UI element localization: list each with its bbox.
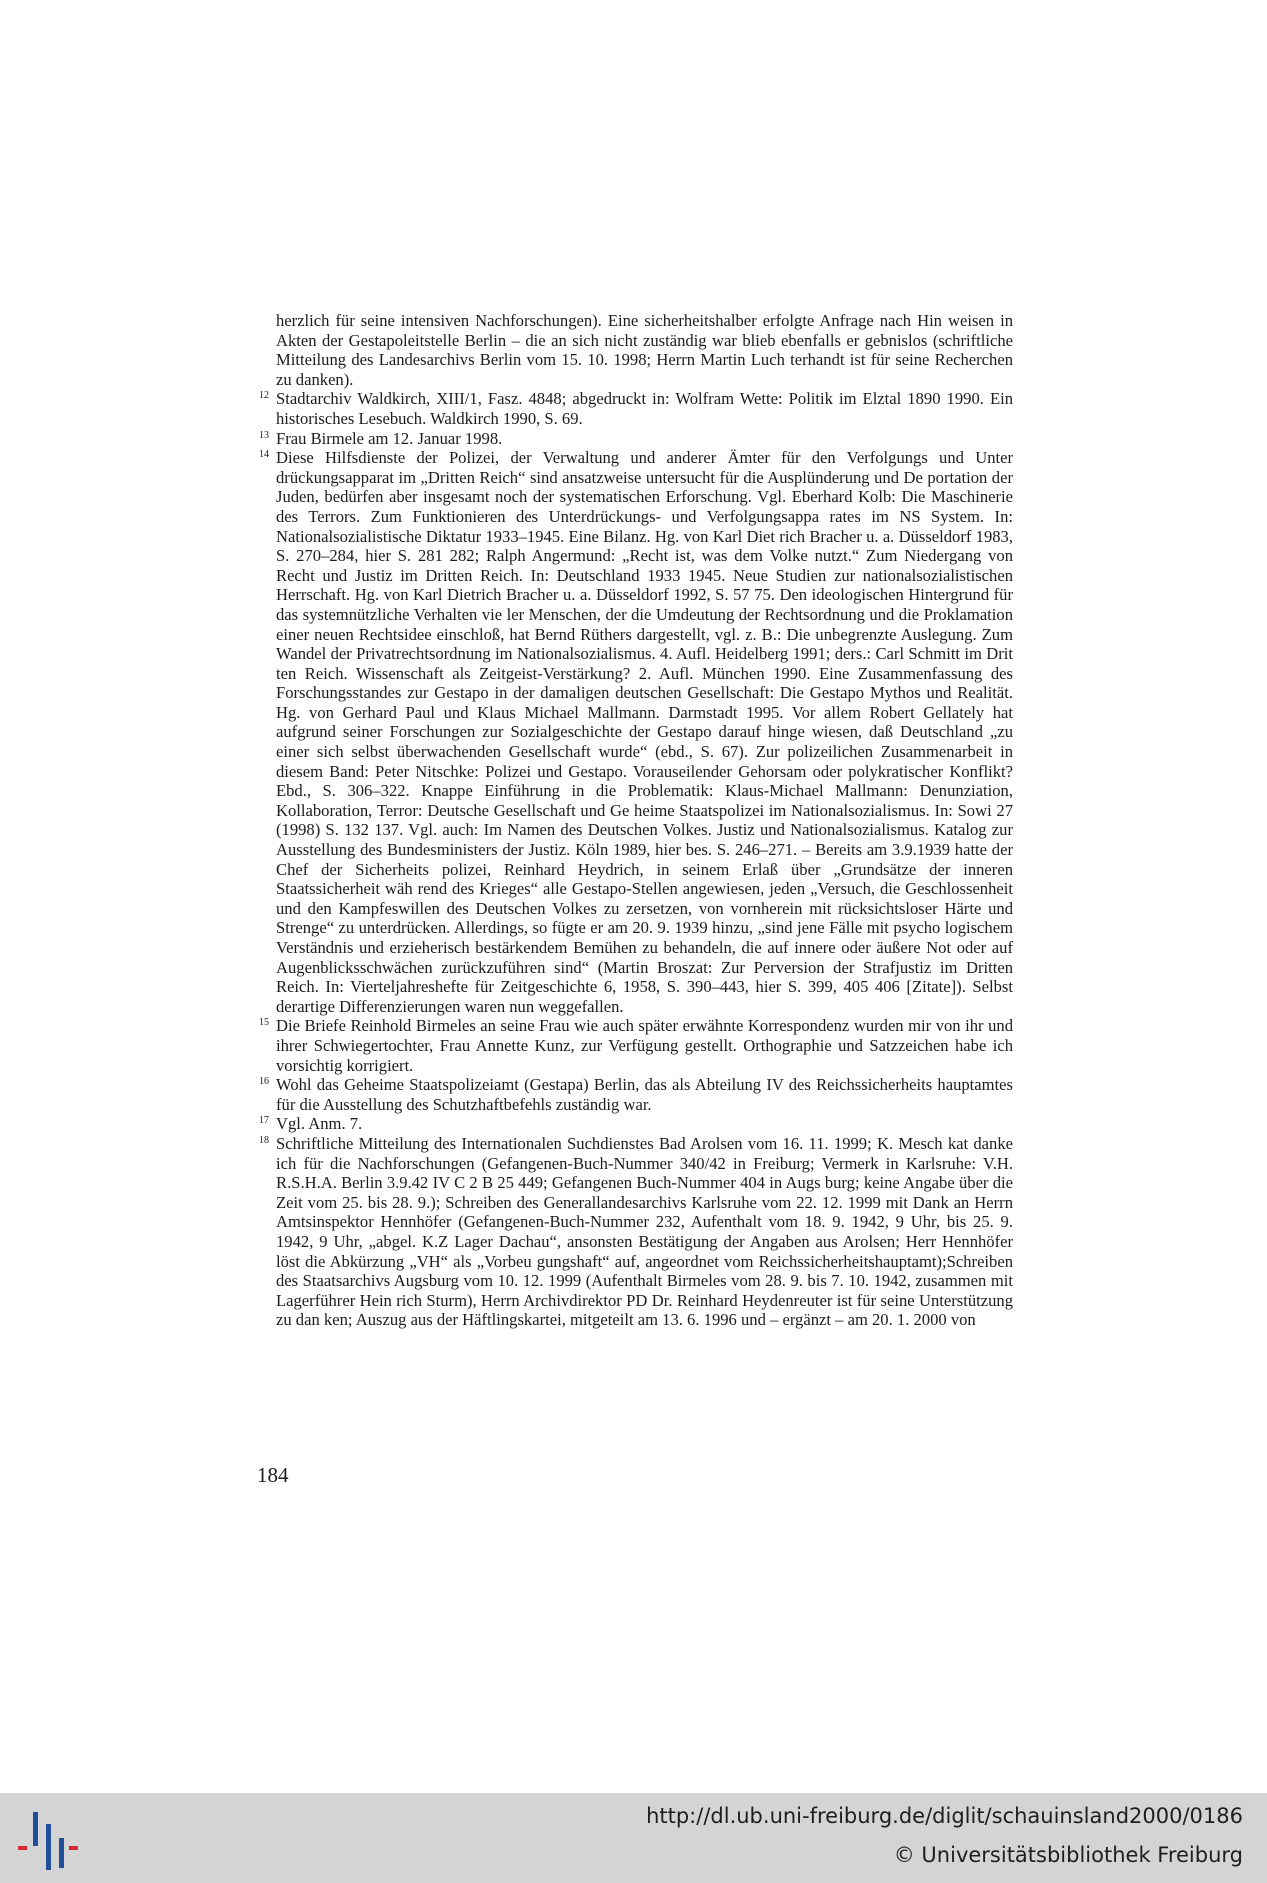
footnotes-block [259, 311, 1013, 1330]
footnote-14 [259, 448, 1013, 1016]
footnote-16 [259, 1075, 1013, 1114]
footnote-17 [259, 1114, 1013, 1134]
permalink-link[interactable]: http://dl.ub.uni-freiburg.de/diglit/schauinsland2000/0186 [646, 1804, 1243, 1828]
footnote-continuation: herzlich für seine intensiven Nachforschungen). Eine sicherheitshalber erfolgte Anfrage nach Hin weisen in Akten der Gestapoleitstelle Berlin – die an sich nicht zuständig war blieb ebenfalls er gebnislos (schriftliche Mitteilung des Landesarchivs Berlin vom 15. 10. 1998; Herrn Martin Luch terhandt ist für seine Recherchen zu danken). [276, 311, 1013, 389]
footnote-text: Schriftliche Mitteilung des Internationalen Suchdienstes Bad Arolsen vom 16. 11. 1999; K. Mesch kat danke ich für die Nachforschungen (Gefangenen-Buch-Nummer 340/42 in Freiburg; Vermerk in Karlsruhe: V.H. R.S.H.A. Berlin 3.9.42 IV C 2 B 25 449; Gefangenen Buch-Nummer 404 in Augs burg; keine Angabe über die Zeit vom 25. bis 28. 9.); Schreiben des Generallandesarchivs Karlsruhe vom 22. 12. 1999 mit Dank an Herrn Amtsinspektor Hennhöfer (Gefangenen-Buch-Nummer 232, Aufenthalt vom 18. 9. 1942, 9 Uhr, bis 25. 9. 1942, 9 Uhr, „abgel. K.Z Lager Dachau“, ansonsten Bestätigung der Angaben aus Arolsen; Herr Hennhöfer löst die Abkürzung „VH“ als „Vorbeu gungshaft“ auf, angeordnet vom Reichssicherheitshauptamt);Schreiben des Staatsarchivs Augsburg vom 10. 12. 1999 (Aufenthalt Birmeles vom 28. 9. bis 7. 10. 1942, zusammen mit Lagerführer Hein rich Sturm), Herrn Archivdirektor PD Dr. Reinhard Heydenreuter ist für seine Unterstützung zu dan ken; Auszug aus der Häftlingskartei, mitgeteilt am 13. 6. 1996 und – ergänzt – am 20. 1. 2000 von [276, 1133, 1013, 1330]
footnote-text: Frau Birmele am 12. Januar 1998. [276, 428, 503, 448]
footnote-number: 13 [259, 429, 269, 441]
footnote-number: 12 [259, 390, 269, 402]
footnote-text: Die Briefe Reinhold Birmeles an seine Frau wie auch später erwähnte Korrespondenz wurden mir von ihr und ihrer Schwiegertochter, Frau Annette Kunz, zur Verfügung gestellt. Orthographie und Satzzeichen habe ich vorsichtig korrigiert. [276, 1016, 1013, 1075]
footnote-list [259, 389, 1013, 1330]
footnote-13 [259, 429, 1013, 449]
footnote-text: Vgl. Anm. 7. [276, 1114, 363, 1134]
footnote-12 [259, 389, 1013, 428]
page-number: 184 [257, 1463, 289, 1487]
library-logo-icon [16, 1806, 80, 1870]
footnote-number: 14 [259, 449, 269, 461]
footnote-number: 15 [259, 1017, 269, 1029]
footnote-number: 17 [259, 1115, 269, 1127]
viewer-footer [0, 1793, 1267, 1883]
footnote-text: Diese Hilfsdienste der Polizei, der Verwaltung und anderer Ämter für den Verfolgungs und Unter drückungsapparat im „Dritten Reich“ sind ansatzweise untersucht für die Ausplünderung und De portation der Juden, bedürfen aber insgesamt noch der systematischen Erforschung. Vgl. Eberhard Kolb: Die Maschinerie des Terrors. Zum Funktionieren des Unterdrückungs- und Verfolgungsappa rates im NS System. In: Nationalsozialistische Diktatur 1933–1945. Eine Bilanz. Hg. von Karl Diet rich Bracher u. a. Düsseldorf 1983, S. 270–284, hier S. 281 282; Ralph Angermund: „Recht ist, was dem Volke nutzt.“ Zum Niedergang von Recht und Justiz im Dritten Reich. In: Deutschland 1933 1945. Neue Studien zur nationalsozialistischen Herrschaft. Hg. von Karl Dietrich Bracher u. a. Düsseldorf 1992, S. 57 75. Den ideologischen Hintergrund für das systemnützliche Verhalten vie ler Menschen, der die Umdeutung der Rechtsordnung und die Proklamation einer neuen Rechtsidee einschloß, hat Bernd Rüthers dargestellt, vgl. z. B.: Die unbegrenzte Auslegung. Zum Wandel der Privatrechtsordnung im Nationalsozialismus. 4. Aufl. Heidelberg 1991; ders.: Carl Schmitt im Drit ten Reich. Wissenschaft als Zeitgeist-Verstärkung? 2. Aufl. München 1990. Eine Zusammenfassung des Forschungsstandes zur Gestapo in der damaligen deutschen Gesellschaft: Die Gestapo Mythos und Realität. Hg. von Gerhard Paul und Klaus Michael Mallmann. Darmstadt 1995. Vor allem Robert Gellately hat aufgrund seiner Forschungen zur Sozialgeschichte der Gestapo darauf hinge wiesen, daß Deutschland „zu einer sich selbst überwachenden Gesellschaft wurde“ (ebd., S. 67). Zur polizeilichen Zusammenarbeit in diesem Band: Peter Nitschke: Polizei und Gestapo. Vorauseilender Gehorsam oder polykratischer Konflikt? Ebd., S. 306–322. Knappe Einführung in die Problematik: Klaus-Michael Mallmann: Denunziation, Kollaboration, Terror: Deutsche Gesellschaft und Ge heime Staatspolizei im Nationalsozialismus. In: Sowi 27 (1998) S. 132 137. Vgl. auch: Im Namen des Deutschen Volkes. Justiz und Nationalsozialismus. Katalog zur Ausstellung des Bundesministers der Justiz. Köln 1989, hier bes. S. 246–271. – Bereits am 3.9.1939 hatte der Chef der Sicherheits polizei, Reinhard Heydrich, in seinem Erlaß über „Grundsätze der inneren Staatssicherheit wäh rend des Krieges“ alle Gestapo-Stellen angewiesen, jeden „Versuch, die Geschlossenheit und den Kampfeswillen des Deutschen Volkes zu zersetzen, von vornherein mit rücksichtsloser Härte und Strenge“ zu unterdrücken. Allerdings, so fügte er am 20. 9. 1939 hinzu, „sind jene Fälle mit psycho logischem Verständnis und erzieherisch bestärkendem Bemühen zu behandeln, die auf innere oder äußere Not oder auf Augenblicksschwächen zurückzuführen sind“ (Martin Broszat: Zur Perversion der Strafjustiz im Dritten Reich. In: Vierteljahreshefte für Zeitgeschichte 6, 1958, S. 390–443, hier S. 399, 405 406 [Zitate]). Selbst derartige Differenzierungen waren nun weggefallen. [276, 448, 1013, 1016]
footnote-15 [259, 1016, 1013, 1075]
footnote-number: 16 [259, 1076, 269, 1088]
footnote-text: Wohl das Geheime Staatspolizeiamt (Gestapa) Berlin, das als Abteilung IV des Reichssicherheits hauptamtes für die Ausstellung des Schutzhaftbefehls zuständig war. [276, 1075, 1013, 1114]
copyright-text: © Universitätsbibliothek Freiburg [893, 1843, 1243, 1867]
footnote-18 [259, 1134, 1013, 1330]
footnote-text: Stadtarchiv Waldkirch, XIII/1, Fasz. 4848; abgedruckt in: Wolfram Wette: Politik im Elztal 1890 1990. Ein historisches Lesebuch. Waldkirch 1990, S. 69. [276, 389, 1013, 428]
footnote-number: 18 [259, 1134, 269, 1146]
